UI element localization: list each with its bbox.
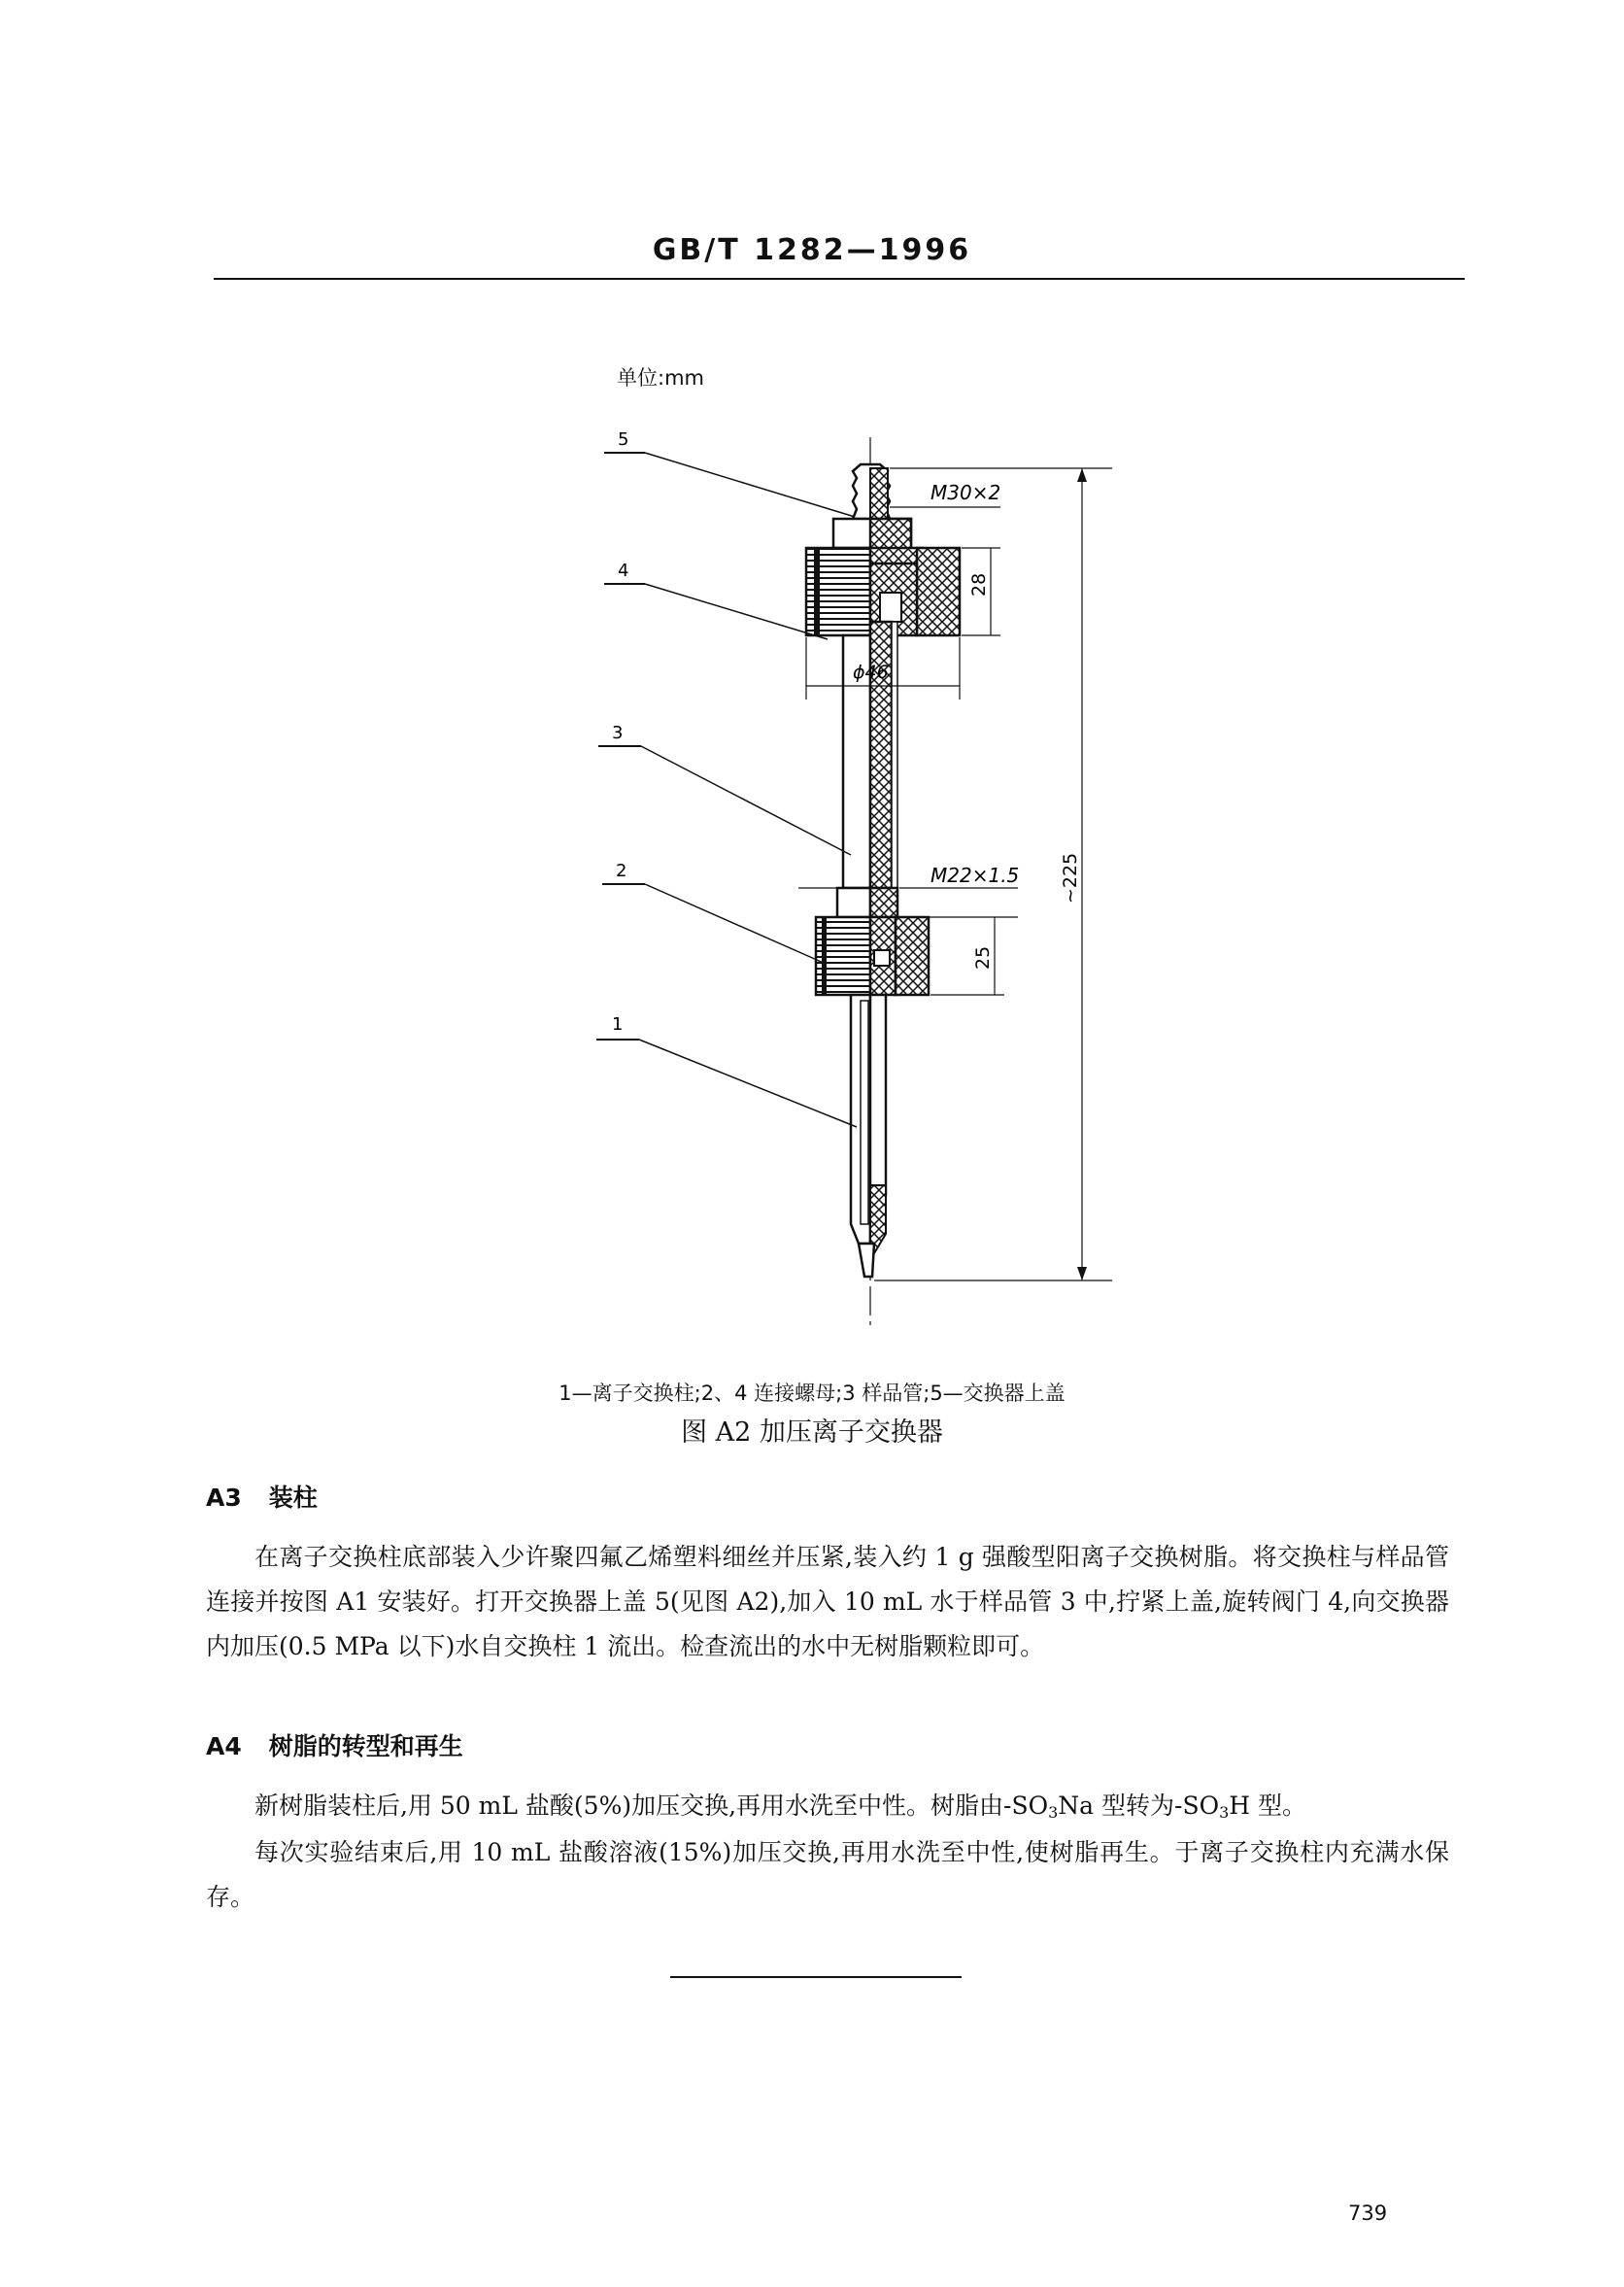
section-a3-paragraph: 在离子交换柱底部装入少许聚四氟乙烯塑料细丝并压紧,装入约 1 g 强酸型阳离子交换树脂。将交换柱与样品管连接并按图 A1 安装好。打开交换器上盖 5(见图 A2),加入 10 mL 水于样品管 3 中,拧紧上盖,旋转阀门 4,向交换器内加压(0.5 MPa 以下)水自交换柱 1 流出。检查流出的水中无树脂颗粒即可。 (206, 1543, 1449, 1660)
dim-m22: M22×1.5 (930, 864, 1020, 887)
part-label-3: 3 (612, 723, 624, 743)
figure-legend: 1—离子交换柱;2、4 连接螺母;3 样品管;5—交换器上盖 (558, 1382, 1066, 1405)
end-rule (670, 1976, 962, 1978)
dim-28: 28 (968, 572, 990, 597)
para-text: H 型。 (1229, 1792, 1307, 1820)
subscript: 3 (1048, 1803, 1059, 1822)
header-rule (214, 278, 1465, 280)
part-label-1: 1 (612, 1014, 624, 1035)
section-a4-heading (206, 1727, 463, 1762)
dim-25: 25 (972, 945, 994, 970)
dim-m30: M30×2 (930, 481, 1001, 504)
ion-exchanger-drawing (583, 418, 1156, 1341)
section-number: A4 (206, 1732, 242, 1760)
figure-caption: 图 A2 加压离子交换器 (681, 1417, 943, 1448)
para-text: 新树脂装柱后,用 50 mL 盐酸(5%)加压交换,再用水洗至中性。树脂由-SO (254, 1792, 1049, 1820)
section-a4-paragraph-2: 每次实验结束后,用 10 mL 盐酸溶液(15%)加压交换,再用水洗至中性,使树脂再生。于离子交换柱内充满水保存。 (206, 1838, 1449, 1911)
section-a3-heading (206, 1479, 318, 1514)
section-title: 树脂的转型和再生 (268, 1732, 463, 1760)
para-text: Na 型转为-SO (1058, 1792, 1220, 1820)
part-label-4: 4 (618, 561, 629, 581)
section-a4-paragraph-1 (206, 1784, 1449, 1835)
subscript: 3 (1219, 1803, 1230, 1822)
dim-total: ~225 (1060, 852, 1081, 904)
part-label-2: 2 (616, 861, 627, 881)
page-header: GB/T 1282—1996 (652, 233, 972, 267)
part-label-5: 5 (618, 429, 629, 450)
page-number: 739 (1348, 2202, 1388, 2225)
unit-label: 单位:mm (617, 366, 704, 390)
section-number: A3 (206, 1484, 242, 1512)
dim-phi46: ϕ46 (853, 662, 889, 683)
section-title: 装柱 (268, 1484, 318, 1512)
